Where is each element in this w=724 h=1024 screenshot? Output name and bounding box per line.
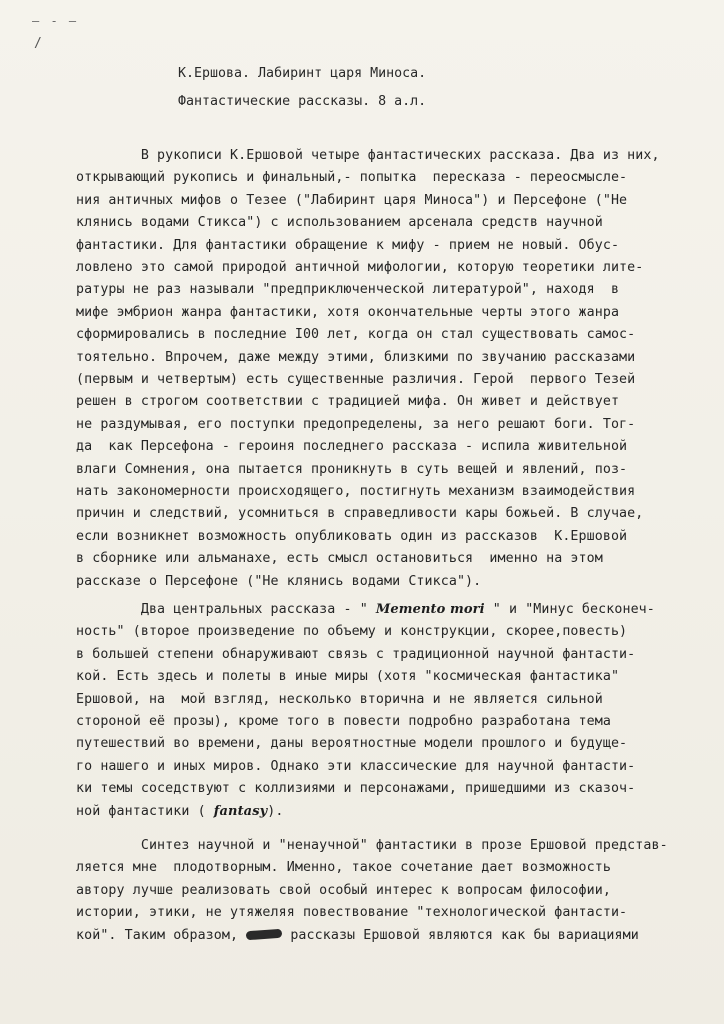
document-header bbox=[178, 60, 658, 116]
text-line: истории, этики, не утяжеляя повествование "технологической фантасти- bbox=[76, 905, 628, 921]
text-line: не раздумывая, его поступки предопределены, за него решают боги. Тог- bbox=[76, 416, 636, 432]
text-line: фантастики. Для фантастики обращение к мифу - прием не новый. Обус- bbox=[76, 237, 620, 253]
text-line: Ершовой, на мой взгляд, несколько вторична и не является сильной bbox=[76, 691, 603, 707]
text-line: ляется мне плодотворным. Именно, такое сочетание дает возможность bbox=[76, 860, 611, 876]
text-line: влаги Сомнения, она пытается проникнуть в суть вещей и явлений, поз- bbox=[76, 461, 628, 477]
text-line: Синтез научной и "ненаучной" фантастики в прозе Ершовой представ- bbox=[76, 838, 668, 853]
text-line: ния античных мифов о Тезее ("Лабиринт царя Миноса") и Персефоне ("Не bbox=[76, 192, 628, 208]
text-line: кой. Есть здесь и полеты в иные миры (хотя "космическая фантастика" bbox=[76, 669, 620, 685]
text-line: тоятельно. Впрочем, даже между этими, близкими по звучанию рассказами bbox=[76, 349, 636, 365]
text-line: рассказе о Персефоне ("Не клянись водами Стикса"). bbox=[76, 573, 482, 589]
text-line: сформировались в последние I00 лет, когда он стал существовать самос- bbox=[76, 327, 636, 343]
text-line: если возникнет возможность опубликовать один из рассказов К.Ершовой bbox=[76, 528, 628, 544]
text-line: кой". Таким образом, рассказы Ершовой являются как бы вариациями bbox=[76, 927, 639, 943]
text-line: в большей степени обнаруживают связь с традиционной научной фантасти- bbox=[76, 646, 636, 662]
text-line: ловлено это самой природой античной мифологии, которую теоретики лите- bbox=[76, 260, 644, 275]
text-line: клянись водами Стикса") с использованием арсенала средств научной bbox=[76, 215, 603, 231]
text-line: мифе эмбрион жанра фантастики, хотя окончательные черты этого жанра bbox=[76, 304, 620, 320]
text-line: решен в строгом соответствии с традицией мифа. Он живет и действует bbox=[76, 394, 620, 410]
text-line: ной фантастики ( fantasy). bbox=[76, 803, 284, 819]
handwritten-insert: fantasy bbox=[213, 803, 268, 819]
text-line: да как Персефона - героиня последнего рассказа - испила живительной bbox=[76, 439, 628, 455]
margin-mark: / bbox=[34, 36, 42, 51]
text-line: ки темы соседствуют с коллизиями и персонажами, пришедшими из сказоч- bbox=[76, 781, 636, 797]
text-line: В рукописи К.Ершовой четыре фантастических рассказа. Два из них, bbox=[76, 148, 660, 163]
text-line: го нашего и иных миров. Однако эти классические для научной фантасти- bbox=[76, 758, 636, 774]
text-line: ность" (второе произведение по объему и конструкции, скорее,повесть) bbox=[76, 624, 628, 640]
text-line: ратуры не раз называли "предприключенческой литературой", находя в bbox=[76, 282, 620, 298]
text-line: нать закономерности происходящего, постигнуть механизм взаимодействия bbox=[76, 484, 636, 499]
subtitle-line: Фантастические рассказы. 8 а.л. bbox=[178, 94, 427, 109]
text-line: стороной её прозы), кроме того в повести подробно разработана тема bbox=[76, 714, 611, 729]
title-line: К.Ершова. Лабиринт царя Миноса. bbox=[178, 66, 427, 81]
text-line: в сборнике или альманахе, есть смысл остановиться именно на этом bbox=[76, 551, 603, 567]
corner-mark: — - — bbox=[32, 14, 79, 28]
handwritten-insert: Memento mori bbox=[375, 602, 485, 617]
text-line: автору лучше реализовать свой особый интерес к вопросам философии, bbox=[76, 882, 611, 898]
text-line: путешествий во времени, даны вероятностные модели прошлого и будуще- bbox=[76, 736, 628, 752]
text-line: причин и следствий, усомниться в справедливости кары божьей. В случае, bbox=[76, 506, 644, 522]
ink-blot bbox=[246, 929, 283, 940]
text-line: открывающий рукопись и финальный,- попытка пересказа - переосмысле- bbox=[76, 170, 628, 186]
text-line: (первым и четвертым) есть существенные различия. Герой первого Тезей bbox=[76, 372, 636, 387]
text-line: Два центральных рассказа - " Memento mori " и "Минус бесконеч- bbox=[76, 602, 655, 617]
